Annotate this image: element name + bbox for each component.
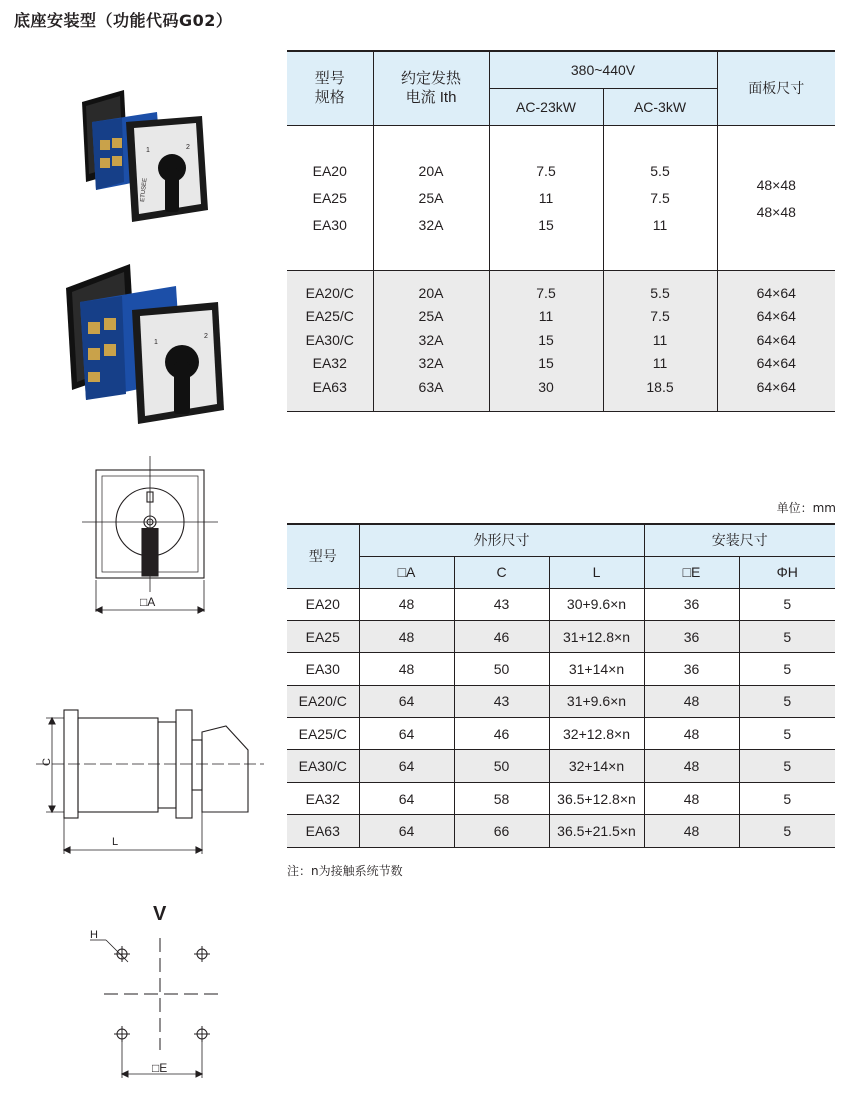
spec-group-64 <box>287 270 835 411</box>
hole-h-label: H <box>90 929 98 941</box>
spec-group-48 <box>287 125 835 270</box>
dims-cell-l: 32+14×n <box>549 750 644 782</box>
product-image-48 <box>62 82 222 232</box>
spec-header-voltage: 380~440V <box>489 51 717 88</box>
dims-cell-h: 5 <box>739 718 835 750</box>
dims-cell-l: 31+12.8×n <box>549 620 644 652</box>
spec-g1-ac23: 7.5 11 15 <box>536 163 556 233</box>
footnote: 注：n为接触系统节数 <box>287 864 403 878</box>
dims-cell-e: 48 <box>644 782 739 814</box>
dims-cell-model: EA25/C <box>287 718 359 750</box>
table-row <box>287 718 835 750</box>
dims-cell-l: 36.5+21.5×n <box>549 815 644 847</box>
dims-cell-model: EA20/C <box>287 685 359 717</box>
table-row <box>287 653 835 685</box>
dims-cell-a: 48 <box>359 620 454 652</box>
dims-cell-l: 32+12.8×n <box>549 718 644 750</box>
dims-cell-c: 50 <box>454 750 549 782</box>
table-row <box>287 750 835 782</box>
dims-cell-a: 64 <box>359 718 454 750</box>
dims-cell-a: 48 <box>359 588 454 620</box>
dims-cell-e: 36 <box>644 620 739 652</box>
product-brand-label: ETUSEE <box>140 177 149 203</box>
unit-note: 单位：mm <box>776 501 836 515</box>
spec-g1-ac3: 5.5 7.5 11 <box>650 163 670 233</box>
dims-cell-h: 5 <box>739 685 835 717</box>
dims-cell-model: EA32 <box>287 782 359 814</box>
spec-header-panel: 面板尺寸 <box>717 51 835 125</box>
table-row <box>287 815 835 847</box>
dims-cell-model: EA20 <box>287 588 359 620</box>
side-view-drawing <box>36 700 266 860</box>
view-v-label: V <box>153 903 167 925</box>
dims-cell-c: 43 <box>454 588 549 620</box>
svg-text:2: 2 <box>186 144 190 151</box>
dims-cell-e: 36 <box>644 588 739 620</box>
dims-cell-l: 31+14×n <box>549 653 644 685</box>
front-a-label: □A <box>140 595 156 609</box>
dims-cell-a: 64 <box>359 782 454 814</box>
dims-cell-c: 46 <box>454 718 549 750</box>
dims-cell-a: 64 <box>359 815 454 847</box>
dims-cell-a: 48 <box>359 653 454 685</box>
spec-header-model: 型号 规格 <box>287 51 373 125</box>
dims-header-e: □E <box>644 556 739 588</box>
dims-cell-l: 31+9.6×n <box>549 685 644 717</box>
spec-header-current: 约定发热 电流 Ith <box>373 51 489 125</box>
spec-g1-panel: 48×48 48×48 <box>756 176 796 220</box>
dims-header-h: ΦH <box>739 556 835 588</box>
dims-header-outline: 外形尺寸 <box>359 524 644 556</box>
table-row <box>287 588 835 620</box>
dims-cell-model: EA30/C <box>287 750 359 782</box>
svg-text:2: 2 <box>204 333 208 340</box>
dims-cell-model: EA25 <box>287 620 359 652</box>
front-view-drawing <box>78 452 228 622</box>
page-title: 底座安装型（功能代码G02） <box>14 11 233 30</box>
dims-header-model: 型号 <box>287 524 359 588</box>
dims-cell-c: 43 <box>454 685 549 717</box>
dims-cell-e: 48 <box>644 750 739 782</box>
dims-cell-a: 64 <box>359 685 454 717</box>
dims-cell-c: 50 <box>454 653 549 685</box>
dims-cell-e: 48 <box>644 718 739 750</box>
spec-header-ac3: AC-3kW <box>603 88 717 125</box>
spec-header-ac23: AC-23kW <box>489 88 603 125</box>
side-l-label: L <box>112 836 119 848</box>
dims-cell-e: 48 <box>644 685 739 717</box>
table-row <box>287 620 835 652</box>
spec-g1-currents: 20A 25A 32A <box>418 163 444 233</box>
dims-cell-h: 5 <box>739 815 835 847</box>
dims-header-c: C <box>454 556 549 588</box>
dims-cell-l: 30+9.6×n <box>549 588 644 620</box>
dims-cell-h: 5 <box>739 588 835 620</box>
spec-g2-ac23: 7.5 11 15 15 30 <box>536 284 556 395</box>
dims-cell-c: 46 <box>454 620 549 652</box>
dims-cell-h: 5 <box>739 750 835 782</box>
dims-header-a: □A <box>359 556 454 588</box>
table-row <box>287 782 835 814</box>
dims-header-l: L <box>549 556 644 588</box>
spec-g2-panel: 64×64 64×64 64×64 64×64 64×64 <box>756 284 796 395</box>
mount-e-label: □E <box>152 1061 168 1075</box>
dims-cell-model: EA63 <box>287 815 359 847</box>
mount-view-drawing <box>80 898 230 1084</box>
dims-cell-h: 5 <box>739 653 835 685</box>
spec-g2-currents: 20A 25A 32A 32A 63A <box>418 284 444 395</box>
spec-table <box>287 50 835 412</box>
svg-text:1: 1 <box>154 339 158 346</box>
dims-cell-a: 64 <box>359 750 454 782</box>
dims-header-mount: 安装尺寸 <box>644 524 835 556</box>
table-row <box>287 685 835 717</box>
dims-cell-h: 5 <box>739 620 835 652</box>
dims-cell-c: 58 <box>454 782 549 814</box>
dims-cell-model: EA30 <box>287 653 359 685</box>
spec-g1-models: EA20 EA25 EA30 <box>312 163 347 233</box>
dims-cell-c: 66 <box>454 815 549 847</box>
product-image-64 <box>58 258 228 428</box>
spec-g2-models: EA20/C EA25/C EA30/C EA32 EA63 <box>305 284 354 395</box>
dims-cell-l: 36.5+12.8×n <box>549 782 644 814</box>
dims-table <box>287 523 835 848</box>
dims-cell-e: 48 <box>644 815 739 847</box>
spec-g2-ac3: 5.5 7.5 11 11 18.5 <box>646 284 674 395</box>
dims-cell-e: 36 <box>644 653 739 685</box>
svg-text:1: 1 <box>146 147 150 154</box>
dims-cell-h: 5 <box>739 782 835 814</box>
side-c-label: C <box>41 758 53 766</box>
